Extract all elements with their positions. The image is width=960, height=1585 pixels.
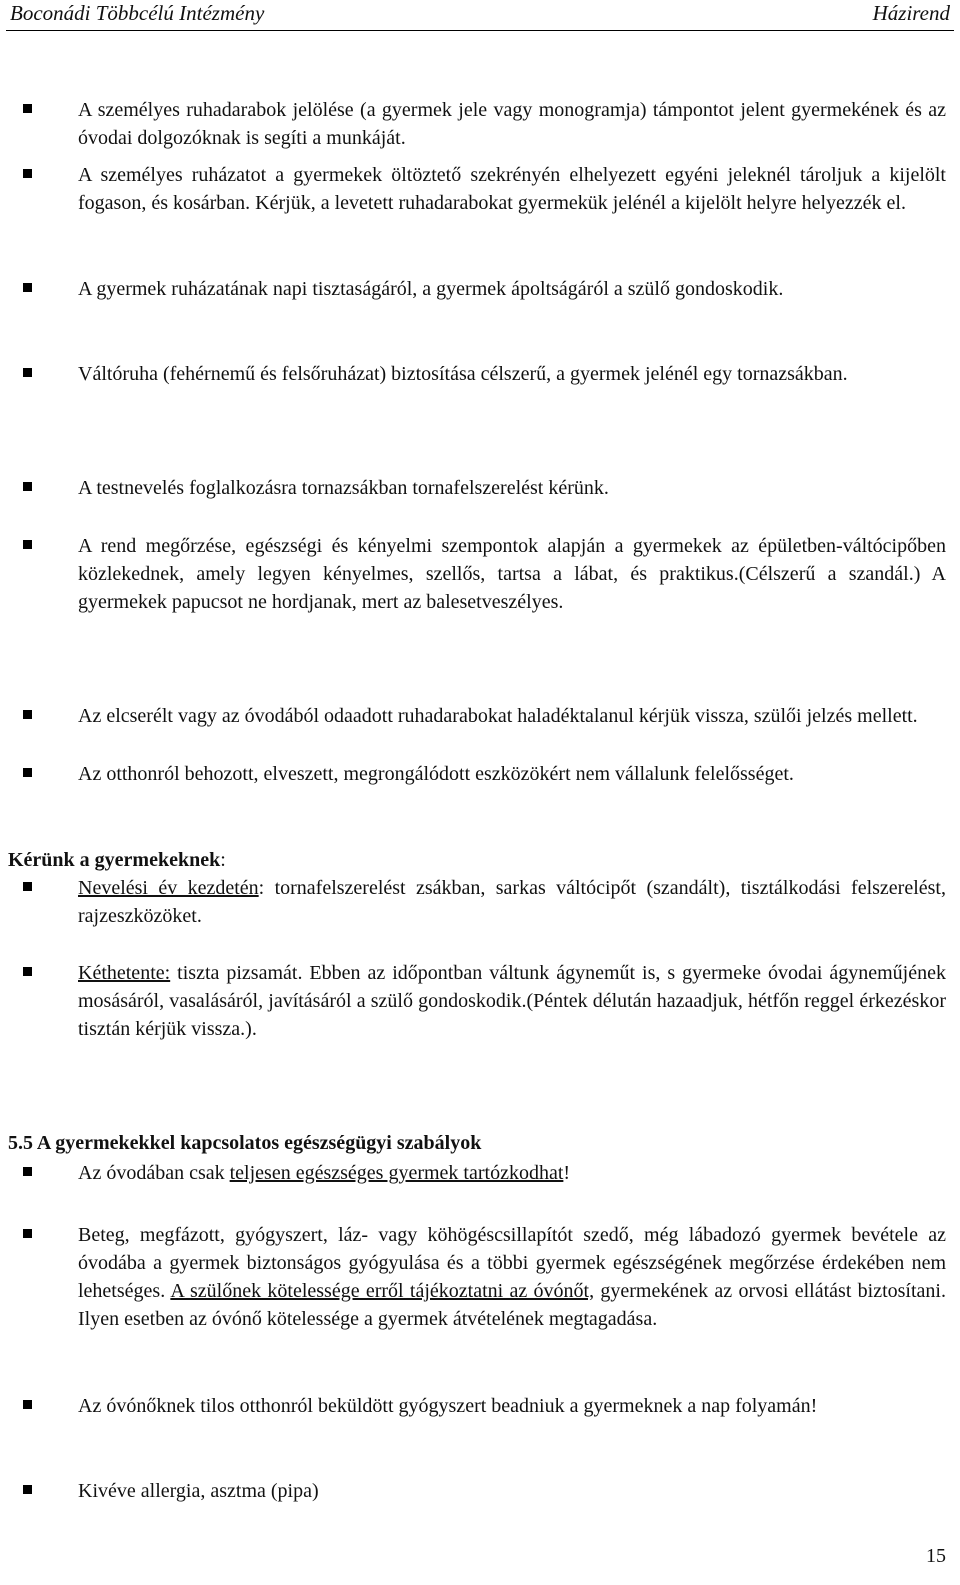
request-heading-colon: : <box>220 849 226 871</box>
header-institution: Boconádi Többcélú Intézmény <box>10 1 265 25</box>
list-item: A gyermek ruházatának napi tisztaságáról, a gyermek ápoltságáról a szülő gondoskodik. <box>78 275 946 303</box>
section-heading-text: 5.5 A gyermekekkel kapcsolatos egészségügyi szabályok <box>8 1132 482 1154</box>
health-item-end: gyermekének az orvosi ellátást biztosítani. Ilyen esetben az óvónő kötelessége a gyermek átvételének megtagadása. <box>78 1280 946 1330</box>
list-item <box>78 874 946 930</box>
list-item: Váltóruha (fehérnemű és felsőruházat) biztosítása célszerű, a gyermek jelénél egy tornazsákban. <box>78 360 946 388</box>
request-item-text: tiszta pizsamát. Ebben az időpontban váltunk ágyneműt is, s gyermeke óvodai ágyneműjének mosásáról, vasalásáról, javításáról a szülő gondoskodik.(Péntek délután hazaadjuk, hétfőn reggel érkezéskor tisztán kérjük vissza.). <box>78 962 946 1040</box>
request-item-label: Kéthetente: <box>78 962 171 984</box>
list-item: Kivéve allergia, asztma (pipa) <box>78 1477 946 1505</box>
list-item: A rend megőrzése, egészségi és kényelmi szempontok alapján a gyermekek az épületben-váltócipőben közlekednek, amely legyen kényelmes, szellős, tartsa a lábat, és praktikus.(Célszerű a szandál.) A gyermekek papucsot ne hordjanak, mert az balesetveszélyes. <box>78 532 946 616</box>
health-item-end: ! <box>563 1162 571 1184</box>
page-header <box>6 0 954 31</box>
request-item-label: Nevelési év kezdetén <box>78 877 259 899</box>
section-heading <box>8 1129 481 1157</box>
list-item: Az óvónőknek tilos otthonról beküldött gyógyszert beadniuk a gyermeknek a nap folyamán! <box>78 1392 946 1420</box>
request-item-text: : tornafelszerelést zsákban, sarkas váltócipőt (szandált), tisztálkodási felszerelést, rajzeszközöket. <box>78 877 946 927</box>
list-item: Az otthonról behozott, elveszett, megrongálódott eszközökért nem vállalunk felelősséget. <box>78 760 946 788</box>
page-number: 15 <box>926 1545 946 1567</box>
health-item-text: Az óvodában csak <box>78 1162 230 1184</box>
request-heading-text: Kérünk a gyermekeknek <box>8 849 221 871</box>
list-item <box>78 1221 946 1333</box>
list-item <box>78 1159 946 1187</box>
list-item <box>78 959 946 1043</box>
header-document-title: Házirend <box>872 1 950 25</box>
list-item: A személyes ruhadarabok jelölése (a gyermek jele vagy monogramja) támpontot jelent gyermekének és az óvodai dolgozóknak is segíti a munkáját. <box>78 96 946 152</box>
list-item: Az elcserélt vagy az óvodából odaadott ruhadarabokat haladéktalanul kérjük vissza, szülői jelzés mellett. <box>78 702 946 730</box>
health-item-emphasis: teljesen egészséges gyermek tartózkodhat <box>229 1162 564 1184</box>
list-item: A személyes ruházatot a gyermekek öltöztető szekrényén elhelyezett egyéni jeleknél tároljuk a kijelölt fogason, és kosárban. Kérjük, a levetett ruhadarabokat gyermekük jelénél a kijelölt helyre helyezzék el. <box>78 161 946 217</box>
health-item-text: Beteg, megfázott, gyógyszert, láz- vagy köhögéscsillapítót szedő, még lábadozó gyermek bevétele az óvodába a gyermek biztonságos gyógyulása és a többi gyermek egészségének megőrzése érdekében nem lehetséges. <box>78 1224 946 1302</box>
request-heading <box>8 846 226 874</box>
list-item: A testnevelés foglalkozásra tornazsákban tornafelszerelést kérünk. <box>78 474 946 502</box>
health-item-emphasis: A szülőnek kötelessége erről tájékoztatni az óvónőt, <box>170 1280 595 1302</box>
